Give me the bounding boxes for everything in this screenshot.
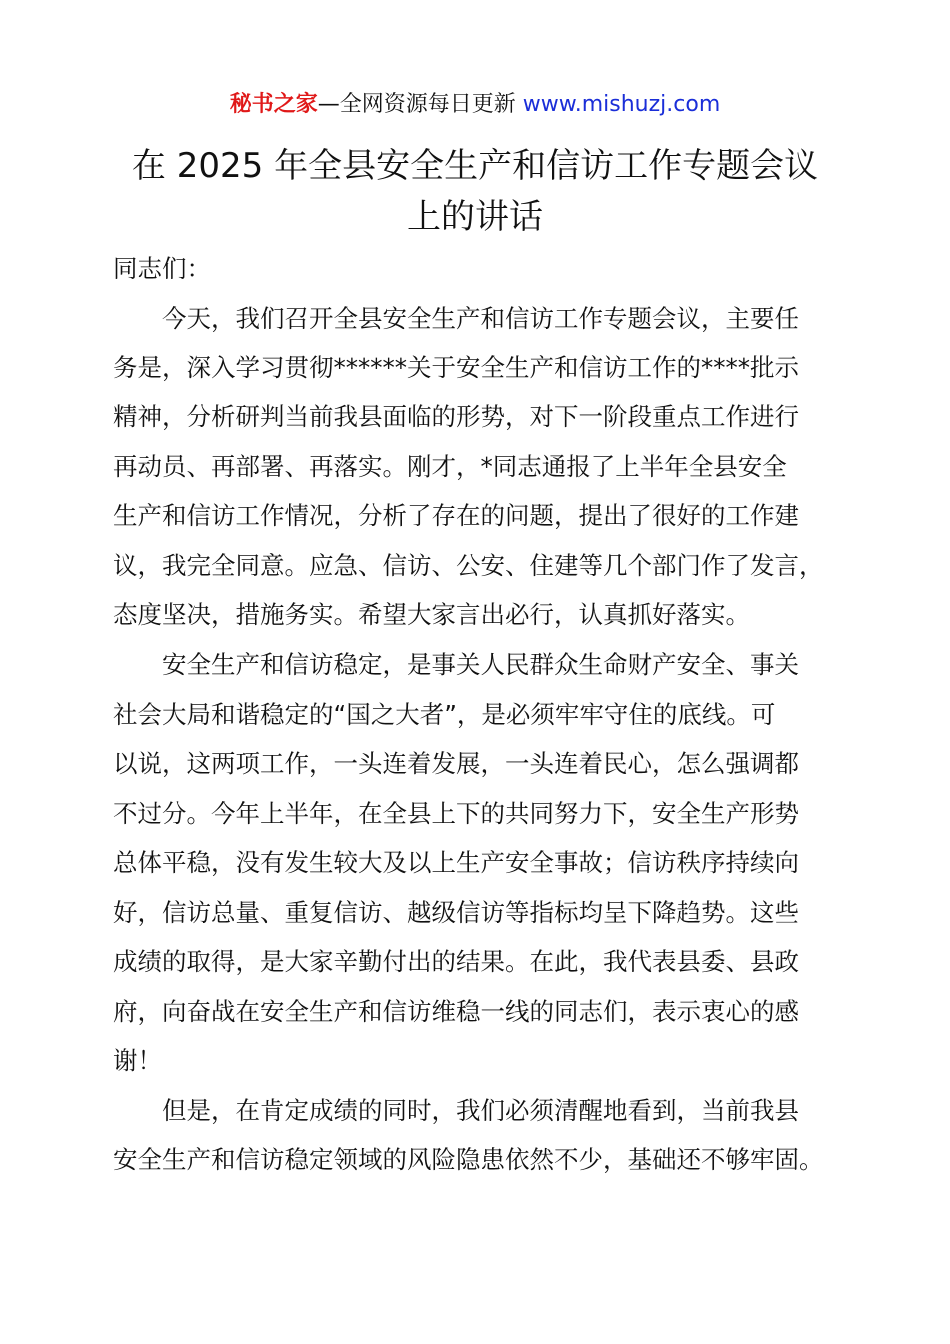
salutation: 同志们： <box>113 254 211 283</box>
text-line: 安全生产和信访稳定领域的风险隐患依然不少，基础还不够牢固。 <box>113 1145 824 1174</box>
site-header <box>0 88 950 122</box>
site-slogan: —全网资源每日更新 <box>317 92 516 117</box>
text-line: 再动员、再部署、再落实。刚才，*同志通报了上半年全县安全 <box>113 452 787 481</box>
text-line: 议，我完全同意。应急、信访、公安、住建等几个部门作了发言， <box>113 551 824 580</box>
text-line: 好，信访总量、重复信访、越级信访等指标均呈下降趋势。这些 <box>113 898 799 927</box>
text-line: 社会大局和谐稳定的“国之大者”，是必须牢牢守住的底线。可 <box>113 700 776 729</box>
text-line: 今天，我们召开全县安全生产和信访工作专题会议，主要任 <box>113 304 799 333</box>
text-line: 生产和信访工作情况，分析了存在的问题，提出了很好的工作建 <box>113 501 799 530</box>
site-url-link[interactable]: www.mishuzj.com <box>522 92 721 117</box>
text-line: 不过分。今年上半年，在全县上下的共同努力下，安全生产形势 <box>113 799 799 828</box>
document-title-line-1: 在 2025 年全县安全生产和信访工作专题会议 <box>131 146 819 186</box>
text-line: 以说，这两项工作，一头连着发展，一头连着民心，怎么强调都 <box>113 749 799 778</box>
text-line: 态度坚决，措施务实。希望大家言出必行，认真抓好落实。 <box>113 600 750 629</box>
document-title-line-2: 上的讲话 <box>407 197 543 237</box>
text-line: 但是，在肯定成绩的同时，我们必须清醒地看到，当前我县 <box>113 1096 799 1125</box>
text-line: 务是，深入学习贯彻******关于安全生产和信访工作的****批示 <box>113 353 799 382</box>
text-line: 总体平稳，没有发生较大及以上生产安全事故；信访秩序持续向 <box>113 848 799 877</box>
text-line: 成绩的取得，是大家辛勤付出的结果。在此，我代表县委、县政 <box>113 947 799 976</box>
brand-name: 秘书之家 <box>229 92 318 117</box>
text-line: 府，向奋战在安全生产和信访维稳一线的同志们，表示衷心的感 <box>113 997 799 1026</box>
text-line: 安全生产和信访稳定，是事关人民群众生命财产安全、事关 <box>113 650 799 679</box>
text-line: 精神，分析研判当前我县面临的形势，对下一阶段重点工作进行 <box>113 402 799 431</box>
text-line: 谢！ <box>113 1046 162 1075</box>
